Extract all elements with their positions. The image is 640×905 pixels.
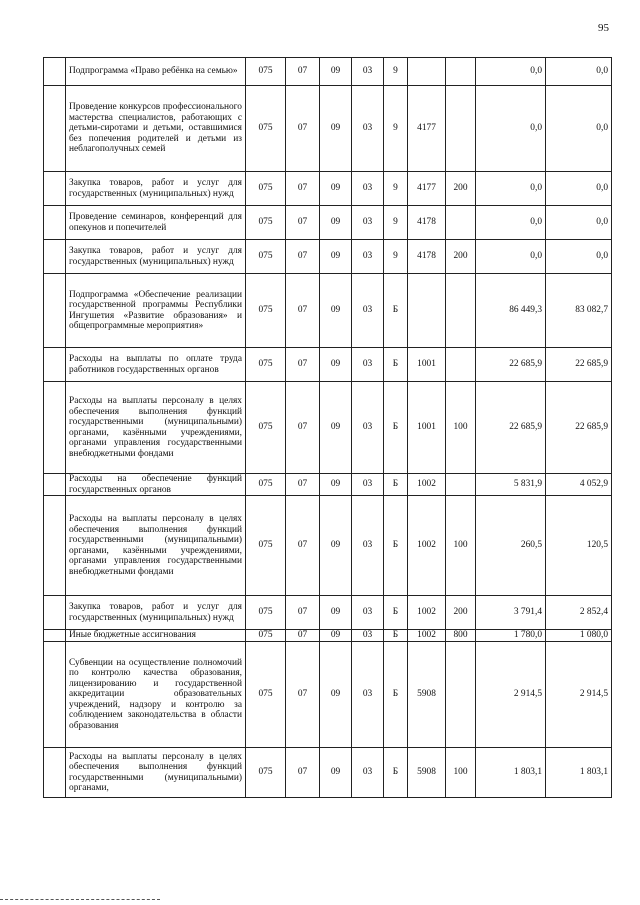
table-row [44, 382, 612, 474]
amount-year-1: 22 685,9 [476, 382, 546, 474]
amount-year-1: 0,0 [476, 58, 546, 86]
row-name: Расходы на выплаты персоналу в целях обеспечения выполнения функций государственными (муниципальными) органами, казёнными учреждениями, органами управления государственными внебюджетными фондами [66, 382, 246, 474]
row-margin-cell [44, 630, 66, 642]
measure-code: 1002 [408, 474, 446, 496]
row-margin-cell [44, 240, 66, 274]
ministry-code: 075 [246, 496, 286, 596]
expense-type-code: 200 [446, 596, 476, 630]
amount-year-2: 0,0 [546, 172, 612, 206]
amount-year-2: 83 082,7 [546, 274, 612, 348]
ministry-code: 075 [246, 382, 286, 474]
amount-year-2: 0,0 [546, 58, 612, 86]
ministry-code: 075 [246, 348, 286, 382]
subsection-code: 09 [320, 240, 352, 274]
expense-type-code: 100 [446, 496, 476, 596]
amount-year-1: 86 449,3 [476, 274, 546, 348]
row-name: Субвенции на осуществление полномочий по контролю качества образования, лицензированию и государственной аккредитации образовательных учреждений, надзору и контролю за соблюдением законодательства в области образования [66, 642, 246, 748]
program-code: 03 [352, 630, 384, 642]
amount-year-1: 5 831,9 [476, 474, 546, 496]
amount-year-1: 260,5 [476, 496, 546, 596]
program-code: 03 [352, 274, 384, 348]
ministry-code: 075 [246, 206, 286, 240]
measure-code [408, 58, 446, 86]
program-code: 03 [352, 58, 384, 86]
expense-type-code: 200 [446, 240, 476, 274]
row-name: Закупка товаров, работ и услуг для государственных (муниципальных) нужд [66, 172, 246, 206]
amount-year-2: 2 852,4 [546, 596, 612, 630]
amount-year-1: 0,0 [476, 86, 546, 172]
measure-code: 4178 [408, 206, 446, 240]
row-name: Закупка товаров, работ и услуг для государственных (муниципальных) нужд [66, 596, 246, 630]
subsection-code: 09 [320, 630, 352, 642]
ministry-code: 075 [246, 474, 286, 496]
table-row [44, 172, 612, 206]
ministry-code: 075 [246, 86, 286, 172]
amount-year-1: 0,0 [476, 206, 546, 240]
amount-year-1: 0,0 [476, 240, 546, 274]
expense-type-code [446, 86, 476, 172]
row-name: Расходы на обеспечение функций государственных органов [66, 474, 246, 496]
row-margin-cell [44, 596, 66, 630]
expense-type-code [446, 58, 476, 86]
row-margin-cell [44, 206, 66, 240]
section-code: 07 [286, 596, 320, 630]
amount-year-2: 120,5 [546, 496, 612, 596]
row-margin-cell [44, 58, 66, 86]
row-name: Проведение семинаров, конференций для опекунов и попечителей [66, 206, 246, 240]
subprogram-code: 9 [384, 240, 408, 274]
row-margin-cell [44, 642, 66, 748]
amount-year-1: 0,0 [476, 172, 546, 206]
expense-type-code: 800 [446, 630, 476, 642]
row-margin-cell [44, 348, 66, 382]
table-row [44, 630, 612, 642]
subprogram-code: 9 [384, 58, 408, 86]
amount-year-1: 1 780,0 [476, 630, 546, 642]
amount-year-2: 22 685,9 [546, 348, 612, 382]
table-row [44, 58, 612, 86]
amount-year-2: 22 685,9 [546, 382, 612, 474]
program-code: 03 [352, 474, 384, 496]
row-margin-cell [44, 172, 66, 206]
table-row [44, 474, 612, 496]
subsection-code: 09 [320, 86, 352, 172]
program-code: 03 [352, 748, 384, 798]
section-code: 07 [286, 348, 320, 382]
ministry-code: 075 [246, 748, 286, 798]
measure-code: 1002 [408, 630, 446, 642]
amount-year-2: 4 052,9 [546, 474, 612, 496]
subsection-code: 09 [320, 172, 352, 206]
measure-code: 1001 [408, 348, 446, 382]
ministry-code: 075 [246, 172, 286, 206]
measure-code: 4177 [408, 86, 446, 172]
section-code: 07 [286, 748, 320, 798]
amount-year-2: 0,0 [546, 206, 612, 240]
expense-type-code [446, 274, 476, 348]
amount-year-2: 0,0 [546, 86, 612, 172]
section-code: 07 [286, 86, 320, 172]
section-code: 07 [286, 382, 320, 474]
expense-type-code [446, 642, 476, 748]
amount-year-2: 1 080,0 [546, 630, 612, 642]
measure-code: 1002 [408, 596, 446, 630]
table-row [44, 274, 612, 348]
subsection-code: 09 [320, 58, 352, 86]
subsection-code: 09 [320, 206, 352, 240]
expense-type-code [446, 474, 476, 496]
expense-type-code: 200 [446, 172, 476, 206]
program-code: 03 [352, 382, 384, 474]
subprogram-code: Б [384, 748, 408, 798]
row-name: Расходы на выплаты персоналу в целях обеспечения выполнения функций государственными (муниципальными) органами, казёнными учреждениями, органами управления государственными внебюджетными фондами [66, 496, 246, 596]
program-code: 03 [352, 172, 384, 206]
expense-type-code [446, 206, 476, 240]
measure-code: 5908 [408, 642, 446, 748]
row-name: Подпрограмма «Право ребёнка на семью» [66, 58, 246, 86]
row-name: Подпрограмма «Обеспечение реализации государственной программы Республики Ингушетия «Развитие образования» и общепрограммные мероприятия» [66, 274, 246, 348]
ministry-code: 075 [246, 274, 286, 348]
section-code: 07 [286, 630, 320, 642]
measure-code: 5908 [408, 748, 446, 798]
subsection-code: 09 [320, 496, 352, 596]
expense-type-code: 100 [446, 382, 476, 474]
amount-year-2: 1 803,1 [546, 748, 612, 798]
measure-code: 1002 [408, 496, 446, 596]
subprogram-code: 9 [384, 172, 408, 206]
subsection-code: 09 [320, 748, 352, 798]
table-row [44, 206, 612, 240]
program-code: 03 [352, 240, 384, 274]
row-margin-cell [44, 474, 66, 496]
program-code: 03 [352, 596, 384, 630]
measure-code: 1001 [408, 382, 446, 474]
row-margin-cell [44, 748, 66, 798]
subprogram-code: 9 [384, 86, 408, 172]
ministry-code: 075 [246, 240, 286, 274]
program-code: 03 [352, 206, 384, 240]
subsection-code: 09 [320, 596, 352, 630]
subprogram-code: Б [384, 596, 408, 630]
row-name: Расходы на выплаты по оплате труда работников государственных органов [66, 348, 246, 382]
table-row [44, 748, 612, 798]
expense-type-code: 100 [446, 748, 476, 798]
subprogram-code: Б [384, 474, 408, 496]
subsection-code: 09 [320, 642, 352, 748]
footer-line [0, 899, 160, 901]
row-margin-cell [44, 274, 66, 348]
row-name: Закупка товаров, работ и услуг для государственных (муниципальных) нужд [66, 240, 246, 274]
ministry-code: 075 [246, 596, 286, 630]
page-number: 95 [598, 22, 609, 34]
budget-table [43, 57, 612, 798]
subsection-code: 09 [320, 274, 352, 348]
subprogram-code: Б [384, 382, 408, 474]
section-code: 07 [286, 58, 320, 86]
measure-code: 4178 [408, 240, 446, 274]
table-row [44, 596, 612, 630]
section-code: 07 [286, 172, 320, 206]
section-code: 07 [286, 274, 320, 348]
amount-year-1: 1 803,1 [476, 748, 546, 798]
subprogram-code: 9 [384, 206, 408, 240]
row-name: Иные бюджетные ассигнования [66, 630, 246, 642]
subprogram-code: Б [384, 348, 408, 382]
ministry-code: 075 [246, 642, 286, 748]
amount-year-1: 22 685,9 [476, 348, 546, 382]
program-code: 03 [352, 348, 384, 382]
table-row [44, 348, 612, 382]
section-code: 07 [286, 206, 320, 240]
amount-year-2: 2 914,5 [546, 642, 612, 748]
amount-year-1: 3 791,4 [476, 596, 546, 630]
subprogram-code: Б [384, 274, 408, 348]
row-name: Расходы на выплаты персоналу в целях обеспечения выполнения функций государственными (муниципальными) органами, [66, 748, 246, 798]
section-code: 07 [286, 642, 320, 748]
row-margin-cell [44, 382, 66, 474]
row-margin-cell [44, 86, 66, 172]
program-code: 03 [352, 496, 384, 596]
subprogram-code: Б [384, 630, 408, 642]
section-code: 07 [286, 474, 320, 496]
section-code: 07 [286, 240, 320, 274]
table-row [44, 86, 612, 172]
program-code: 03 [352, 642, 384, 748]
measure-code [408, 274, 446, 348]
subsection-code: 09 [320, 474, 352, 496]
ministry-code: 075 [246, 630, 286, 642]
table-row [44, 496, 612, 596]
section-code: 07 [286, 496, 320, 596]
measure-code: 4177 [408, 172, 446, 206]
row-name: Проведение конкурсов профессионального мастерства специалистов, работающих с детьми-сиротами и детьми, оставшимися без попечения родителей и детьми из неблагополучных семей [66, 86, 246, 172]
subprogram-code: Б [384, 642, 408, 748]
expense-type-code [446, 348, 476, 382]
subsection-code: 09 [320, 348, 352, 382]
amount-year-1: 2 914,5 [476, 642, 546, 748]
subprogram-code: Б [384, 496, 408, 596]
subsection-code: 09 [320, 382, 352, 474]
table-row [44, 240, 612, 274]
ministry-code: 075 [246, 58, 286, 86]
program-code: 03 [352, 86, 384, 172]
amount-year-2: 0,0 [546, 240, 612, 274]
table-row [44, 642, 612, 748]
row-margin-cell [44, 496, 66, 596]
